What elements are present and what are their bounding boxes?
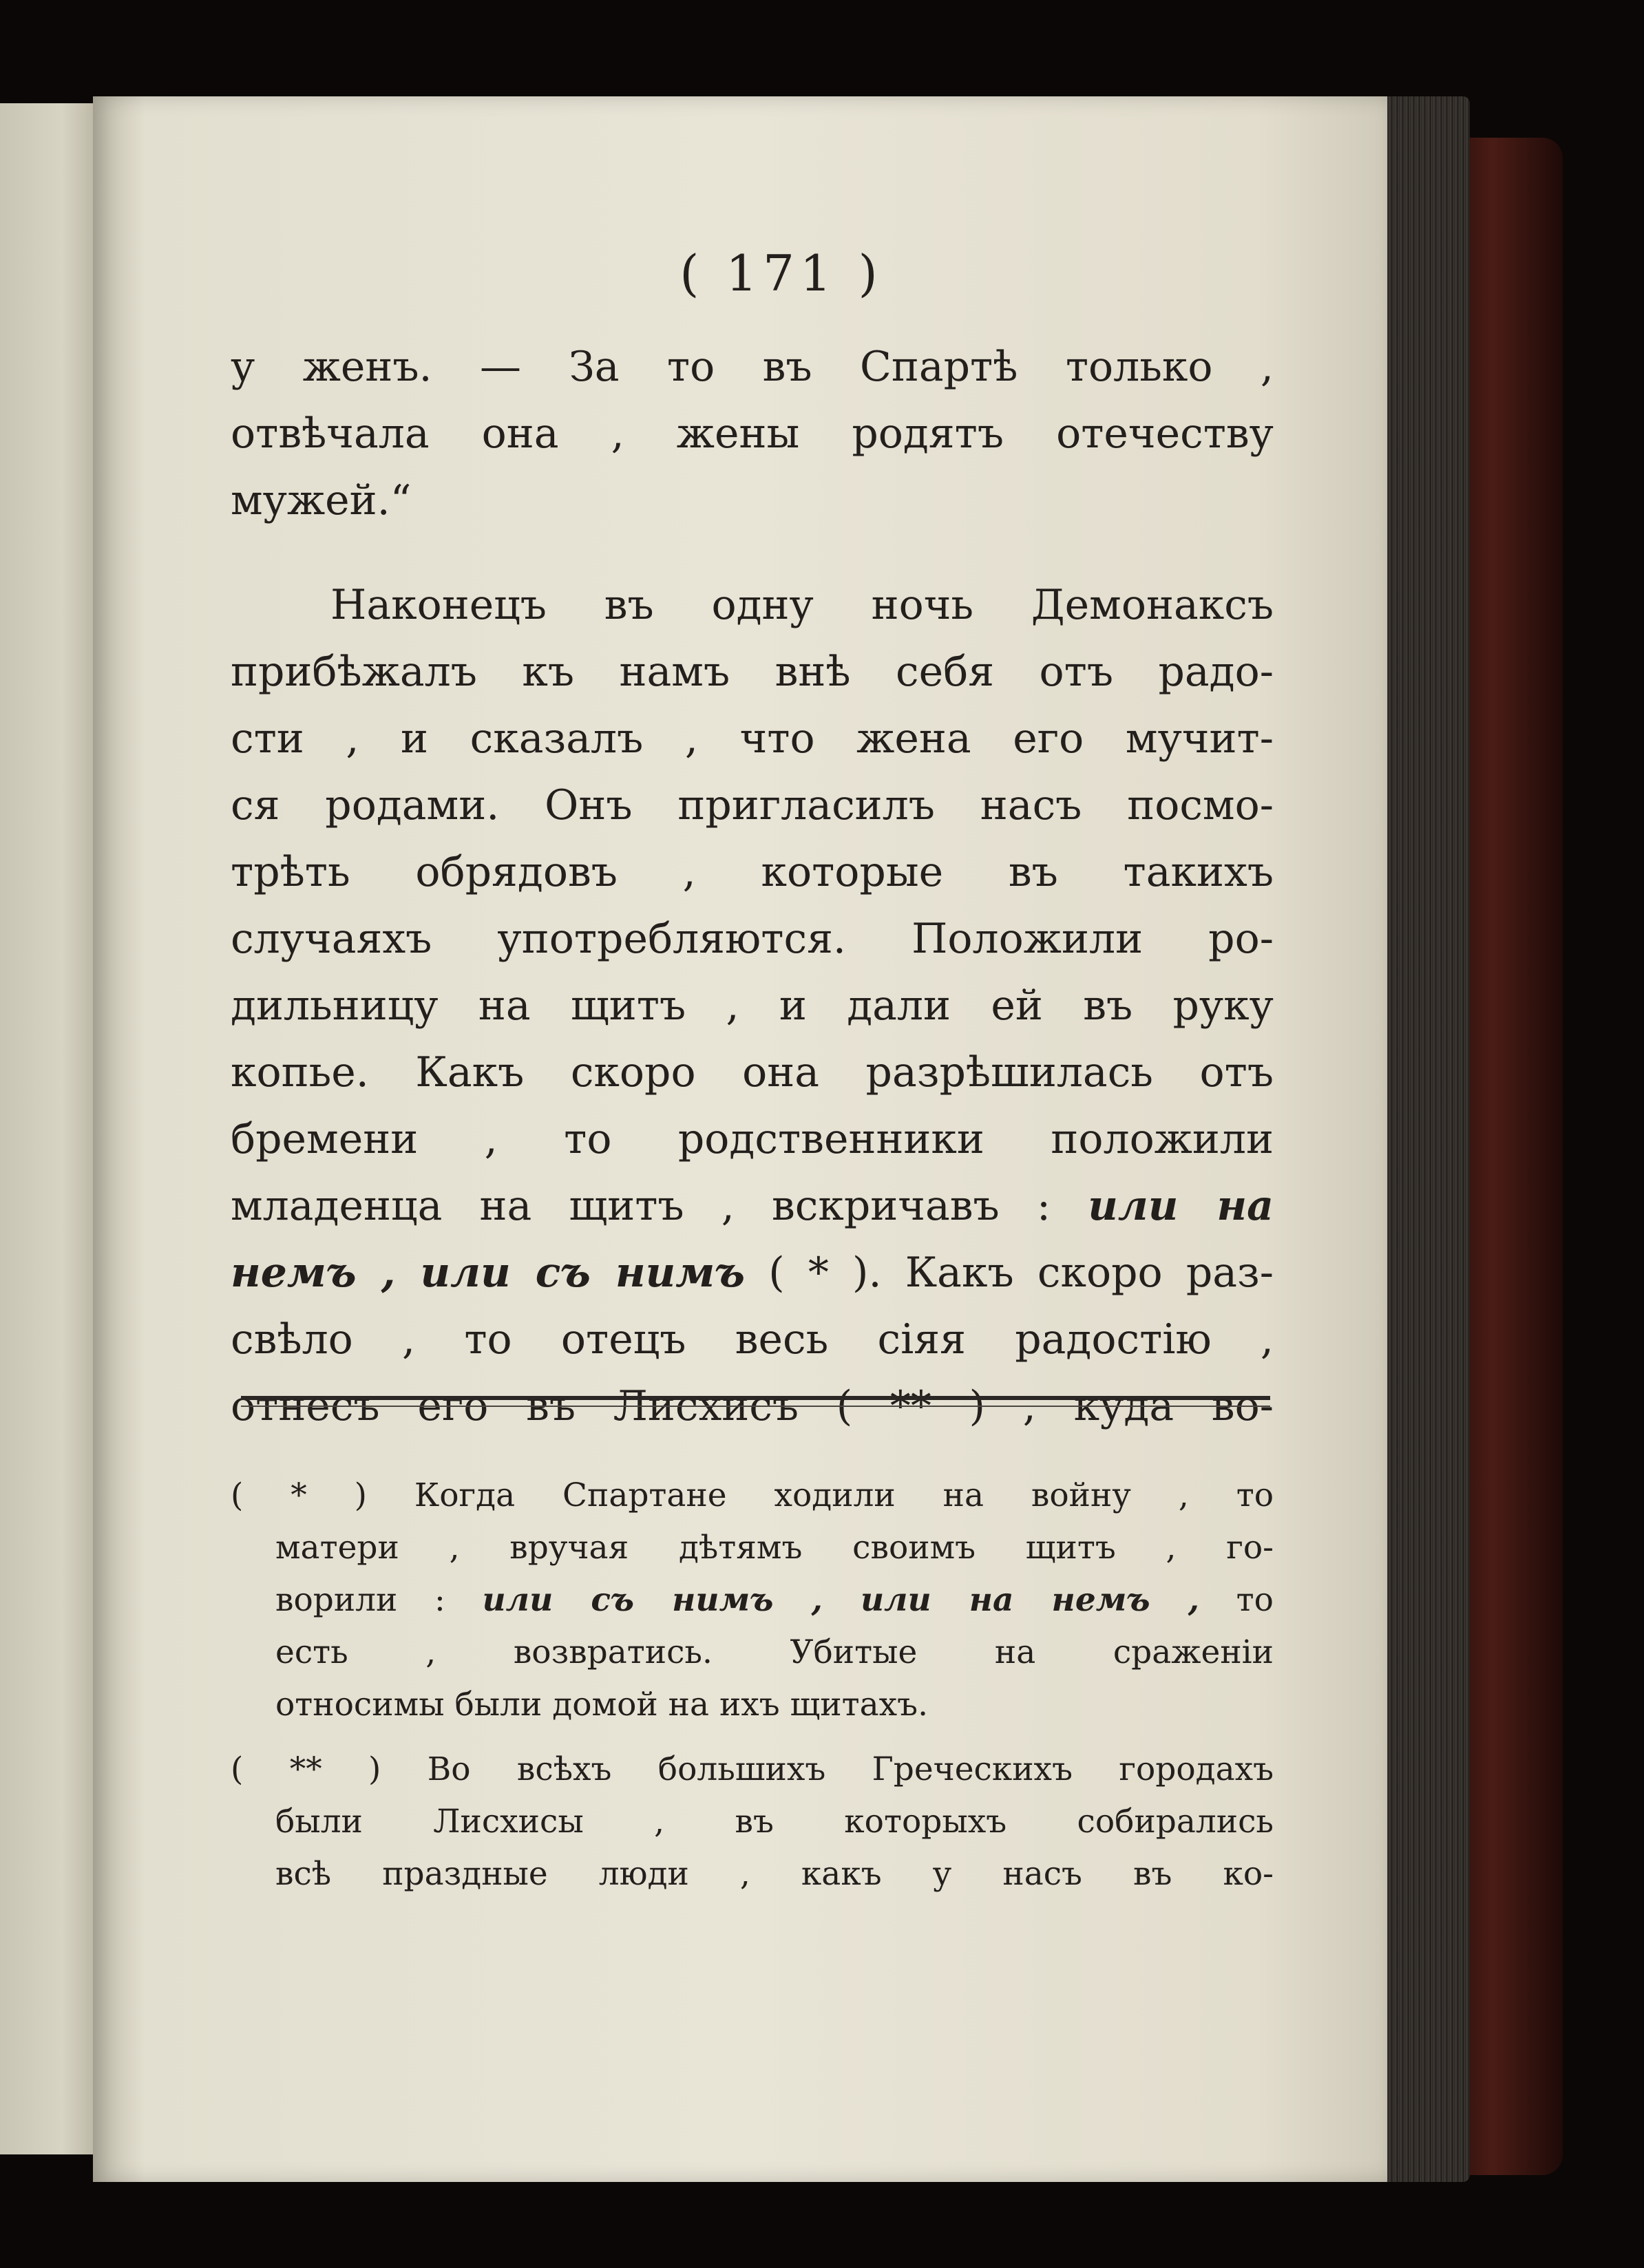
footnote-text: ворили : [275, 1581, 445, 1619]
footnote-line: ( * ) Когда Спартане ходили на войну , то [231, 1476, 1274, 1514]
footnote-divider [241, 1396, 1270, 1407]
body-line-text: ( * ). Какъ скоро раз- [768, 1249, 1274, 1297]
book-page [93, 96, 1387, 2182]
body-text [231, 334, 1274, 1440]
body-line: у женъ. — За то въ Спартѣ только , [231, 343, 1274, 391]
body-line [231, 1240, 1274, 1306]
footnote-line: матери , вручая дѣтямъ своимъ щитъ , го- [275, 1529, 1274, 1567]
footnote-line: есть , возвратись. Убитые на сраженiи [275, 1633, 1274, 1671]
page-block-edges [1377, 96, 1470, 2182]
italic-phrase: немъ , или съ нимъ [231, 1249, 745, 1297]
previous-page-edge [0, 103, 103, 2154]
italic-phrase: или съ нимъ , или на немъ , [482, 1581, 1200, 1619]
page-number: ( 171 ) [679, 244, 883, 302]
body-line [231, 1173, 1274, 1240]
body-line: отнесъ его въ Лисхисъ ( ** ) , куда во- [231, 1382, 1274, 1430]
body-line: сти , и сказалъ , что жена его мучит- [231, 714, 1274, 763]
body-line: мужей.“ [231, 476, 412, 524]
body-line: свѣло , то отецъ весь сiяя радостiю , [231, 1315, 1274, 1364]
body-line-text: младенца на щитъ , вскричавъ : [231, 1182, 1051, 1230]
footnote-line: относимы были домой на ихъ щитахъ. [275, 1686, 929, 1724]
body-line: прибѣжалъ къ намъ внѣ себя отъ радо- [231, 648, 1274, 696]
footnote-line: всѣ праздные люди , какъ у насъ въ ко- [275, 1855, 1274, 1893]
body-line: случаяхъ употребляются. Положили ро- [231, 915, 1274, 963]
body-line: трѣть обрядовъ , которые въ такихъ [231, 848, 1274, 896]
footnotes [231, 1470, 1274, 1900]
body-line: отвѣчала она , жены родятъ отечеству [231, 410, 1274, 458]
italic-phrase: или на [1088, 1182, 1274, 1230]
footnote-line: ( ** ) Во всѣхъ большихъ Греческихъ городахъ [231, 1750, 1274, 1788]
footnote-line [231, 1574, 1274, 1626]
footnote-text: то [1236, 1581, 1274, 1619]
body-line: ся родами. Онъ пригласилъ насъ посмо- [231, 781, 1274, 829]
body-line: копье. Какъ скоро она разрѣшилась отъ [231, 1048, 1274, 1096]
body-line: бремени , то родственники положили [231, 1115, 1274, 1163]
footnote-2 [231, 1744, 1274, 1900]
body-line: Наконецъ въ одну ночь Демонаксъ [330, 581, 1274, 629]
footnote-1 [231, 1470, 1274, 1731]
footnote-line: были Лисхисы , въ которыхъ собирались [275, 1803, 1274, 1841]
body-line: дильницу на щитъ , и дали ей въ руку [231, 982, 1274, 1030]
